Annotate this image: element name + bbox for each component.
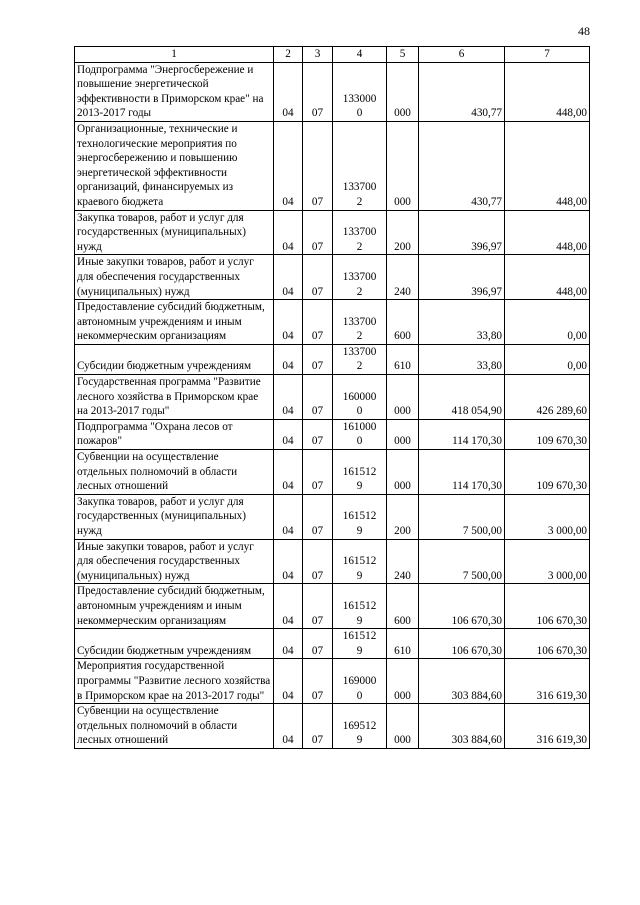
csr-code-line: 2: [356, 240, 363, 253]
pr-cell: 07: [303, 255, 333, 300]
rz-cell: 04: [274, 629, 303, 659]
row-name-cell: Иные закупки товаров, работ и услуг для обеспечения государственных (муниципальных) нужд: [75, 255, 274, 300]
sum-2015-cell: 106 670,30: [505, 629, 590, 659]
column-header: 3: [303, 47, 333, 63]
budget-table: [74, 46, 590, 749]
table-row: [75, 450, 590, 495]
vr-cell: 000: [387, 659, 419, 704]
csr-code-line: 161512: [342, 599, 377, 612]
pr-cell: 07: [303, 344, 333, 374]
sum-2015-cell: 426 289,60: [505, 375, 590, 420]
rz-cell: 04: [274, 121, 303, 210]
rz-cell: 04: [274, 704, 303, 749]
csr-cell: [333, 704, 387, 749]
csr-cell: [333, 210, 387, 255]
sum-2014-cell: 303 884,60: [419, 704, 505, 749]
pr-cell: 07: [303, 629, 333, 659]
row-name-cell: Субвенции на осуществление отдельных полномочий в области лесных отношений: [75, 450, 274, 495]
column-header: 1: [75, 47, 274, 63]
sum-2014-cell: 430,77: [419, 62, 505, 121]
table-row: [75, 704, 590, 749]
csr-cell: [333, 629, 387, 659]
sum-2015-cell: 448,00: [505, 255, 590, 300]
table-row: [75, 494, 590, 539]
pr-cell: 07: [303, 704, 333, 749]
csr-code-line: 9: [356, 480, 363, 493]
rz-cell: 04: [274, 62, 303, 121]
rz-cell: 04: [274, 300, 303, 345]
sum-2014-cell: 106 670,30: [419, 629, 505, 659]
row-name-cell: Субсидии бюджетным учреждениям: [75, 344, 274, 374]
sum-2014-cell: 33,80: [419, 300, 505, 345]
csr-code-line: 9: [356, 644, 363, 657]
sum-2014-cell: 7 500,00: [419, 494, 505, 539]
csr-code-line: 2: [356, 360, 363, 373]
vr-cell: 600: [387, 300, 419, 345]
csr-code-line: 161512: [342, 510, 377, 523]
table-row: [75, 629, 590, 659]
sum-2014-cell: 396,97: [419, 255, 505, 300]
table-row: [75, 584, 590, 629]
sum-2014-cell: 418 054,90: [419, 375, 505, 420]
csr-code-line: 9: [356, 734, 363, 747]
sum-2015-cell: 109 670,30: [505, 419, 590, 449]
vr-cell: 600: [387, 584, 419, 629]
sum-2015-cell: 106 670,30: [505, 584, 590, 629]
pr-cell: 07: [303, 450, 333, 495]
sum-2015-cell: 448,00: [505, 210, 590, 255]
pr-cell: 07: [303, 539, 333, 584]
row-name-cell: Субвенции на осуществление отдельных полномочий в области лесных отношений: [75, 704, 274, 749]
row-name-cell: Мероприятия государственной программы "Развитие лесного хозяйства в Приморском крае на 2013-2017 годы": [75, 659, 274, 704]
table-header-row: [75, 47, 590, 63]
pr-cell: 07: [303, 62, 333, 121]
sum-2014-cell: 7 500,00: [419, 539, 505, 584]
page-number: 48: [578, 24, 590, 38]
csr-cell: [333, 255, 387, 300]
csr-code-line: 133700: [342, 315, 377, 328]
csr-code-line: 133700: [342, 270, 377, 283]
csr-cell: [333, 584, 387, 629]
csr-code-line: 161512: [342, 555, 377, 568]
table-row: [75, 344, 590, 374]
row-name-cell: Подпрограмма "Энергосбережение и повышение энергетической эффективности в Приморском крае" на 2013-2017 годы: [75, 62, 274, 121]
csr-code-line: 9: [356, 569, 363, 582]
sum-2014-cell: 114 170,30: [419, 450, 505, 495]
csr-cell: [333, 494, 387, 539]
table-row: [75, 419, 590, 449]
sum-2014-cell: 106 670,30: [419, 584, 505, 629]
csr-code-line: 2: [356, 285, 363, 298]
sum-2014-cell: 303 884,60: [419, 659, 505, 704]
csr-code-line: 160000: [342, 390, 377, 403]
vr-cell: 000: [387, 704, 419, 749]
csr-cell: [333, 62, 387, 121]
table-row: [75, 375, 590, 420]
rz-cell: 04: [274, 584, 303, 629]
csr-cell: [333, 419, 387, 449]
vr-cell: 610: [387, 344, 419, 374]
sum-2014-cell: 33,80: [419, 344, 505, 374]
vr-cell: 000: [387, 375, 419, 420]
sum-2015-cell: 0,00: [505, 300, 590, 345]
rz-cell: 04: [274, 210, 303, 255]
vr-cell: 000: [387, 419, 419, 449]
csr-code-line: 169000: [342, 674, 377, 687]
csr-code-line: 9: [356, 525, 363, 537]
csr-code-line: 2: [356, 195, 363, 208]
row-name-cell: Иные закупки товаров, работ и услуг для обеспечения государственных (муниципальных) нужд: [75, 539, 274, 584]
csr-code-line: 2: [356, 330, 363, 343]
csr-code-line: 133000: [342, 92, 377, 105]
vr-cell: 240: [387, 255, 419, 300]
csr-cell: [333, 539, 387, 584]
csr-code-line: 0: [356, 405, 363, 418]
csr-cell: [333, 659, 387, 704]
table-row: [75, 255, 590, 300]
row-name-cell: Предоставление субсидий бюджетным, автономным учреждениям и иным некоммерческим организациям: [75, 300, 274, 345]
row-name-cell: Подпрограмма "Охрана лесов от пожаров": [75, 419, 274, 449]
row-name-cell: Государственная программа "Развитие лесного хозяйства в Приморском крае на 2013-2017 годы": [75, 375, 274, 420]
pr-cell: 07: [303, 494, 333, 539]
csr-cell: [333, 450, 387, 495]
rz-cell: 04: [274, 659, 303, 704]
column-header: 5: [387, 47, 419, 63]
pr-cell: 07: [303, 375, 333, 420]
rz-cell: 04: [274, 450, 303, 495]
column-header: 6: [419, 47, 505, 63]
sum-2015-cell: 316 619,30: [505, 704, 590, 749]
row-name-cell: Закупка товаров, работ и услуг для государственных (муниципальных) нужд: [75, 494, 274, 539]
column-header: 4: [333, 47, 387, 63]
sum-2015-cell: 316 619,30: [505, 659, 590, 704]
csr-cell: [333, 121, 387, 210]
sum-2014-cell: 430,77: [419, 121, 505, 210]
csr-code-line: 133700: [342, 226, 377, 239]
table-row: [75, 121, 590, 210]
vr-cell: 200: [387, 210, 419, 255]
vr-cell: 000: [387, 62, 419, 121]
pr-cell: 07: [303, 584, 333, 629]
csr-cell: [333, 300, 387, 345]
row-name-cell: Предоставление субсидий бюджетным, автономным учреждениям и иным некоммерческим организациям: [75, 584, 274, 629]
rz-cell: 04: [274, 375, 303, 420]
pr-cell: 07: [303, 121, 333, 210]
table-row: [75, 210, 590, 255]
column-header: 2: [274, 47, 303, 63]
sum-2015-cell: 3 000,00: [505, 539, 590, 584]
csr-code-line: 133700: [342, 345, 377, 358]
sum-2015-cell: 448,00: [505, 62, 590, 121]
csr-code-line: 161000: [342, 420, 377, 433]
rz-cell: 04: [274, 255, 303, 300]
rz-cell: 04: [274, 344, 303, 374]
column-header: 7: [505, 47, 590, 63]
sum-2014-cell: 114 170,30: [419, 419, 505, 449]
csr-code-line: 133700: [342, 181, 377, 194]
table-row: [75, 62, 590, 121]
vr-cell: 000: [387, 450, 419, 495]
csr-code-line: 0: [356, 435, 363, 448]
csr-code-line: 0: [356, 107, 363, 120]
vr-cell: 240: [387, 539, 419, 584]
sum-2015-cell: 448,00: [505, 121, 590, 210]
row-name-cell: Организационные, технические и технологические мероприятия по энергосбережению и повышению энергетической эффективности организаций, финансируемых из краевого бюджета: [75, 121, 274, 210]
csr-code-line: 161512: [342, 630, 377, 643]
csr-code-line: 9: [356, 614, 363, 627]
sum-2015-cell: 3 000,00: [505, 494, 590, 539]
csr-cell: [333, 375, 387, 420]
vr-cell: 200: [387, 494, 419, 539]
pr-cell: 07: [303, 659, 333, 704]
vr-cell: 000: [387, 121, 419, 210]
row-name-cell: Субсидии бюджетным учреждениям: [75, 629, 274, 659]
sum-2014-cell: 396,97: [419, 210, 505, 255]
csr-code-line: 0: [356, 689, 363, 702]
pr-cell: 07: [303, 210, 333, 255]
rz-cell: 04: [274, 539, 303, 584]
sum-2015-cell: 0,00: [505, 344, 590, 374]
vr-cell: 610: [387, 629, 419, 659]
table-row: [75, 659, 590, 704]
sum-2015-cell: 109 670,30: [505, 450, 590, 495]
table-row: [75, 539, 590, 584]
csr-cell: [333, 344, 387, 374]
csr-code-line: 169512: [342, 719, 377, 732]
csr-code-line: 161512: [342, 465, 377, 478]
row-name-cell: Закупка товаров, работ и услуг для государственных (муниципальных) нужд: [75, 210, 274, 255]
table-row: [75, 300, 590, 345]
pr-cell: 07: [303, 300, 333, 345]
rz-cell: 04: [274, 419, 303, 449]
rz-cell: 04: [274, 494, 303, 539]
pr-cell: 07: [303, 419, 333, 449]
